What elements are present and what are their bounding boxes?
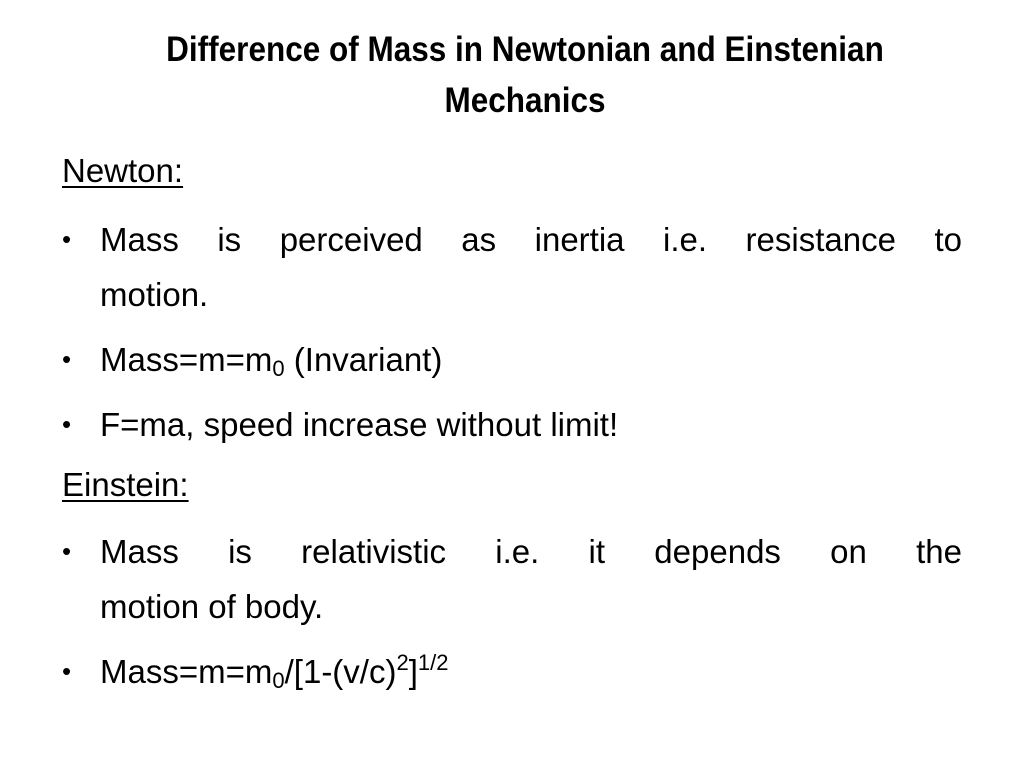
formula-close: ] [408,653,418,690]
bullet-icon: • [62,656,72,686]
newton-heading: Newton: [62,152,184,189]
einstein-bullet-mass-formula [62,644,962,699]
newton-bullet-list [62,212,962,452]
bullet-icon: • [62,344,72,374]
bullet-text-line: Mass is relativistic i.e. it depends on the [100,533,962,570]
slide-title: Difference of Mass in Newtonian and Einstenian Mechanics [166,30,884,120]
einstein-heading: Einstein: [62,466,189,503]
bullet-text-line: motion of body. [100,588,324,625]
bullet-icon: • [62,536,72,566]
newton-bullet-inertia [62,212,962,322]
formula-prefix: Mass=m=m [100,341,273,378]
formula-middle: /[1-(v/c) [284,653,397,690]
bullet-text-line: motion. [100,276,209,313]
einstein-bullet-relativistic [62,524,962,634]
formula-subscript: 0 [272,668,285,693]
formula-subscript: 0 [272,356,285,381]
newton-bullet-invariant-mass [62,332,962,387]
formula-suffix: (Invariant) [284,341,443,378]
bullet-icon: • [62,409,72,439]
einstein-bullet-list [62,524,962,699]
formula-exponent: 1/2 [417,650,449,675]
formula-prefix: Mass=m=m [100,653,273,690]
bullet-text: F=ma, speed increase without limit! [100,406,619,443]
bullet-icon: • [62,224,72,254]
slide-body [62,148,962,709]
bullet-text-line: Mass is perceived as inertia i.e. resistance to [100,221,962,258]
formula-superscript: 2 [396,650,409,675]
newton-bullet-force [62,397,962,452]
